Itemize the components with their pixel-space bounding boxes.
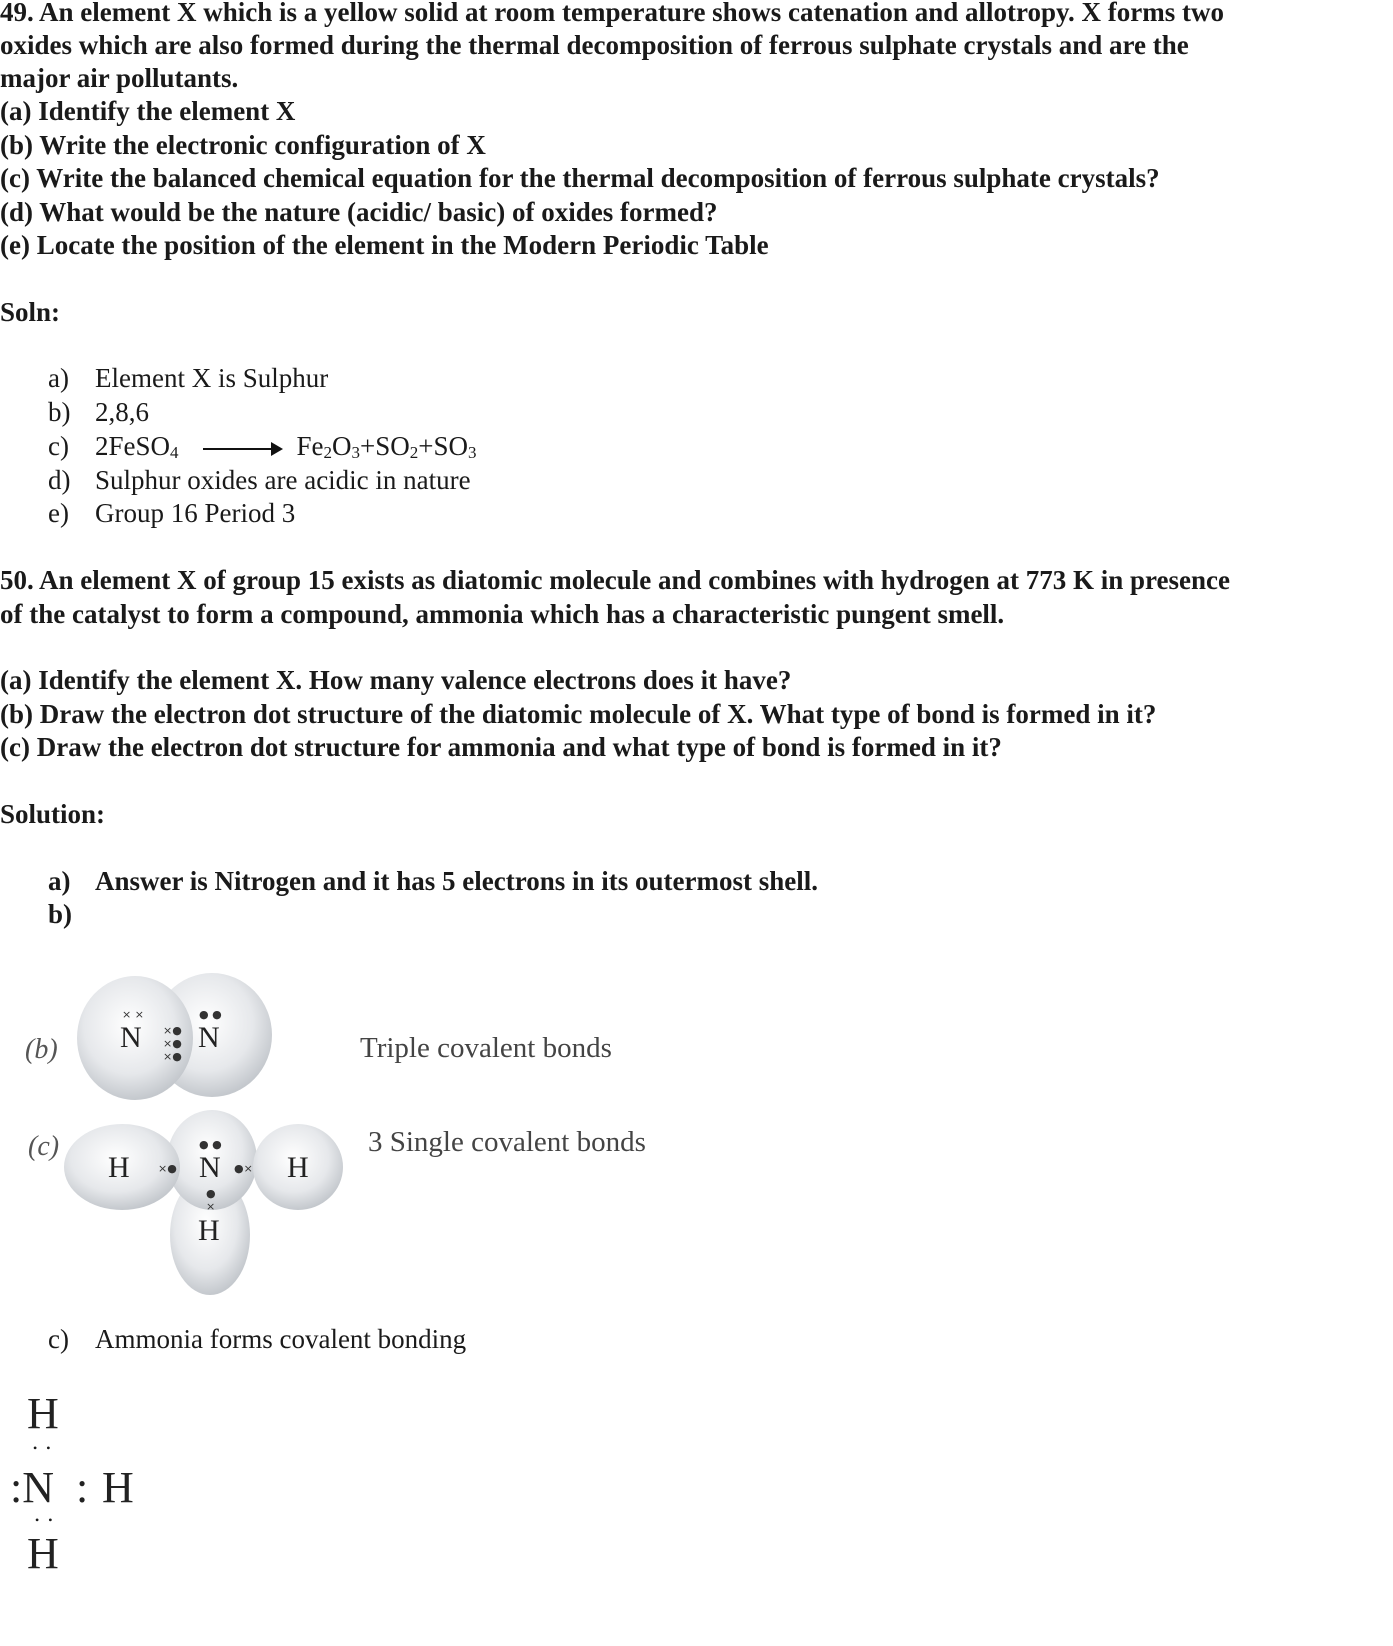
answer-c xyxy=(48,1323,466,1355)
solution-heading: Solution: xyxy=(0,799,106,829)
answer-e xyxy=(48,497,295,529)
lone-pair-crosses: × × xyxy=(122,1008,144,1021)
subscript: 2 xyxy=(409,443,419,462)
diagram-label-c: (c) xyxy=(28,1131,60,1162)
q50-part-a: (a) Identify the element X. How many valence electrons does it have? xyxy=(0,665,792,695)
answer-text: Element X is Sulphur xyxy=(95,363,329,393)
shared-pair: ●× xyxy=(234,1162,253,1175)
answer-d xyxy=(48,464,471,496)
lone-pair-dots: ● ● xyxy=(199,1138,222,1151)
electron-dot-diagram xyxy=(0,960,700,1300)
q49-line: oxides which are also formed during the thermal decomposition of ferrous sulphate crystals and are the xyxy=(0,30,1189,60)
q49-line: 49. An element X which is a yellow solid at room temperature shows catenation and allotropy. X forms two xyxy=(0,0,1224,27)
shared-pair: ● xyxy=(206,1187,216,1200)
subscript: 3 xyxy=(468,443,477,462)
q50-part-b: (b) Draw the electron dot structure of the diatomic molecule of X. What type of bond is formed in it? xyxy=(0,699,1157,729)
q49-part-e: (e) Locate the position of the element in the Modern Periodic Table xyxy=(0,230,769,260)
soln-heading: Soln: xyxy=(0,297,61,327)
shared-pair: ×● xyxy=(163,1050,182,1063)
shared-pair: × xyxy=(206,1200,216,1213)
caption-triple-bond: Triple covalent bonds xyxy=(360,1032,612,1064)
answer-label: c) xyxy=(48,431,69,461)
subscript: 4 xyxy=(170,443,179,462)
atom-n: N xyxy=(199,1151,221,1184)
reactant: 2FeSO xyxy=(95,431,171,461)
answer-label: b) xyxy=(48,397,71,427)
product: +SO xyxy=(418,431,469,461)
product: Fe xyxy=(296,431,324,461)
q50-part-c: (c) Draw the electron dot structure for ammonia and what type of bond is formed in it? xyxy=(0,732,1002,762)
subscript: 3 xyxy=(351,443,361,462)
answer-label: a) xyxy=(48,866,71,896)
answer-b xyxy=(48,396,149,428)
atom-h: H xyxy=(287,1151,309,1184)
atom-h: H xyxy=(198,1214,220,1247)
shared-pair: ×● xyxy=(158,1162,177,1175)
atom-h: H xyxy=(108,1151,130,1184)
diagram-label-b: (b) xyxy=(25,1034,58,1065)
answer-text: Group 16 Period 3 xyxy=(95,498,296,528)
product: O xyxy=(332,431,352,461)
q50-line: 50. An element X of group 15 exists as diatomic molecule and combines with hydrogen at 773 K in presence xyxy=(0,565,1230,595)
answer-text: Answer is Nitrogen and it has 5 electrons in its outermost shell. xyxy=(95,866,819,896)
subscript: 2 xyxy=(323,443,333,462)
q49-part-b: (b) Write the electronic configuration of X xyxy=(0,130,486,160)
q49-line: major air pollutants. xyxy=(0,63,239,93)
q49-part-d: (d) What would be the nature (acidic/ basic) of oxides formed? xyxy=(0,197,718,227)
answer-c-equation xyxy=(48,430,477,462)
shared-pair: ×● xyxy=(163,1024,182,1037)
answer-text: Sulphur oxides are acidic in nature xyxy=(95,465,471,495)
q49-part-a: (a) Identify the element X xyxy=(0,96,296,126)
q49-part-c: (c) Write the balanced chemical equation for the thermal decomposition of ferrous sulphate crystals? xyxy=(0,163,1160,193)
answer-label: e) xyxy=(48,498,69,528)
bond-pair-dots: •• xyxy=(35,1513,62,1527)
atom-h-right: H xyxy=(102,1463,134,1512)
q50-line: of the catalyst to form a compound, ammonia which has a characteristic pungent smell. xyxy=(0,599,1005,629)
answer-text: Ammonia forms covalent bonding xyxy=(95,1324,467,1354)
caption-single-bonds: 3 Single covalent bonds xyxy=(368,1126,646,1158)
atom-n: N xyxy=(198,1021,220,1054)
atom-n: :N xyxy=(10,1463,54,1512)
atom-n: N xyxy=(120,1021,142,1054)
answer-label: c) xyxy=(48,1324,69,1354)
answer-text: 2,8,6 xyxy=(95,397,149,427)
bond-pair: : xyxy=(76,1463,89,1512)
atom-h-top: H xyxy=(27,1389,59,1438)
arrow-icon xyxy=(203,448,279,450)
answer-label: d) xyxy=(48,465,71,495)
answer-label: a) xyxy=(48,363,69,393)
lone-pair-dots: •• xyxy=(33,1441,60,1455)
answer-a xyxy=(48,362,328,394)
answer-b-label: b) xyxy=(48,899,73,929)
shared-pair: ×● xyxy=(163,1037,182,1050)
answer-a xyxy=(48,865,818,897)
atom-h-bottom: H xyxy=(27,1529,59,1578)
product: +SO xyxy=(360,431,410,461)
lone-pair-dots: ● ● xyxy=(199,1008,222,1021)
